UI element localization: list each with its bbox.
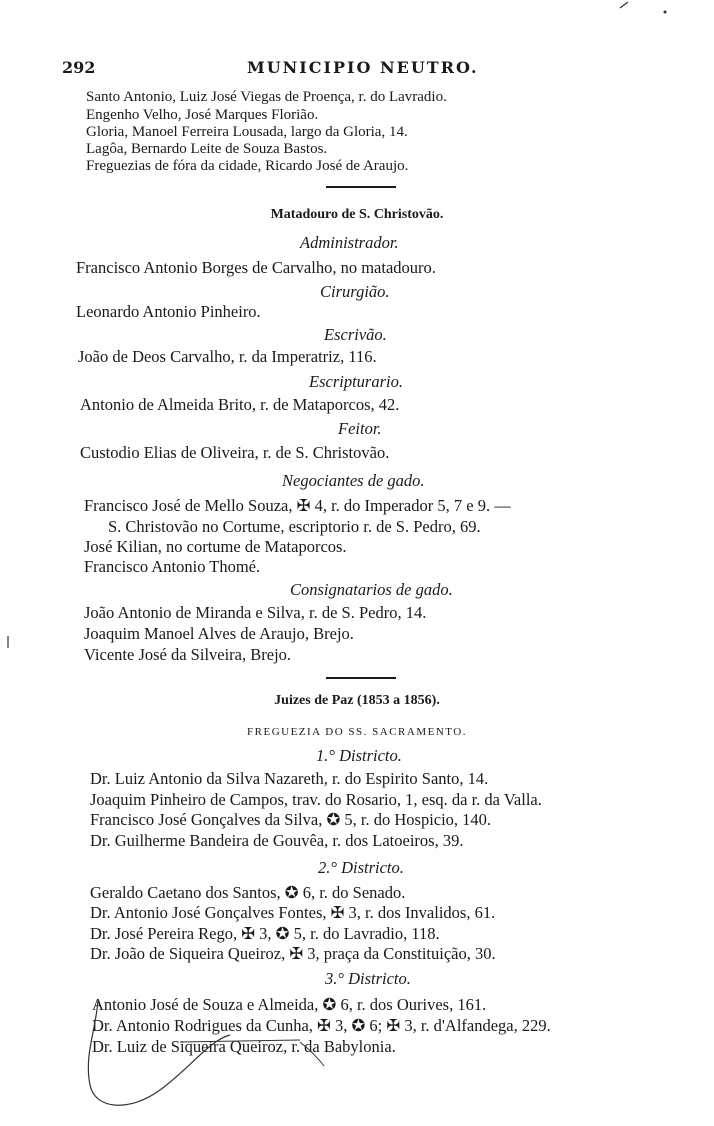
entry-line: S. Christovão no Cortume, escriptorio r. de S. Pedro, 69. [108, 517, 481, 536]
role-heading: Administrador. [300, 233, 399, 252]
role-heading: Cirurgião. [320, 282, 390, 301]
section-title: Matadouro de S. Christovão. [270, 207, 444, 222]
divider [326, 186, 396, 188]
running-title: MUNICIPIO NEUTRO. [247, 58, 479, 77]
entry-line: José Kilian, no cortume de Mataporcos. [84, 537, 347, 556]
entry-line: Joaquim Manoel Alves de Araujo, Brejo. [84, 624, 354, 643]
role-heading: Escripturario. [309, 372, 403, 391]
page-header [62, 58, 672, 82]
entry-line: Dr. Luiz Antonio da Silva Nazareth, r. do Espirito Santo, 14. [90, 769, 489, 788]
entry-line: Antonio José de Souza e Almeida, ✪ 6, r. dos Ourives, 161. [92, 995, 487, 1014]
entry-line: Francisco Antonio Borges de Carvalho, no matadouro. [76, 258, 436, 277]
role-heading: Consignatarios de gado. [290, 580, 453, 599]
entry-line: Dr. Antonio Rodrigues da Cunha, ✠ 3, ✪ 6; ✠ 3, r. d'Alfandega, 229. [92, 1016, 551, 1035]
list-item: Gloria, Manoel Ferreira Lousada, largo da Gloria, 14. [86, 124, 408, 140]
entry-line: Dr. Guilherme Bandeira de Gouvêa, r. dos Latoeiros, 39. [90, 831, 464, 850]
entry-line: Francisco José Gonçalves da Silva, ✪ 5, r. do Hospicio, 140. [90, 810, 492, 829]
list-item: Freguezias de fóra da cidade, Ricardo José de Araujo. [86, 158, 409, 174]
role-heading: Negociantes de gado. [282, 471, 425, 490]
parish-title: FREGUEZIA DO SS. SACRAMENTO. [247, 726, 467, 738]
entry-line: João Antonio de Miranda e Silva, r. de S. Pedro, 14. [84, 603, 427, 622]
entry-line: Vicente José da Silveira, Brejo. [84, 645, 292, 664]
entry-line: João de Deos Carvalho, r. da Imperatriz, 116. [78, 347, 377, 366]
role-heading: Feitor. [338, 419, 382, 438]
entry-line: Dr. João de Siqueira Queiroz, ✠ 3, praça da Constituição, 30. [90, 944, 496, 963]
section-title: Juizes de Paz (1853 a 1856). [274, 693, 440, 708]
entry-line: Francisco José de Mello Souza, ✠ 4, r. do Imperador 5, 7 e 9. — [84, 496, 511, 515]
district-heading: 3.° Districto. [325, 969, 411, 988]
district-heading: 2.° Districto. [318, 858, 404, 877]
entry-line: Leonardo Antonio Pinheiro. [76, 302, 261, 321]
list-item: Santo Antonio, Luiz José Viegas de Proença, r. do Lavradio. [86, 89, 447, 105]
page-number: 292 [62, 58, 96, 77]
entry-line: Dr. Luiz de Siqueira Queiroz, r. da Babylonia. [92, 1037, 396, 1056]
entry-line: Dr. José Pereira Rego, ✠ 3, ✪ 5, r. do Lavradio, 118. [90, 924, 440, 943]
divider [326, 677, 396, 679]
role-heading: Escrivão. [324, 325, 387, 344]
entry-line: Dr. Antonio José Gonçalves Fontes, ✠ 3, r. dos Invalidos, 61. [90, 903, 496, 922]
district-heading: 1.° Districto. [316, 746, 402, 765]
list-item: Engenho Velho, José Marques Florião. [86, 107, 319, 123]
entry-line: Geraldo Caetano dos Santos, ✪ 6, r. do Senado. [90, 883, 406, 902]
entry-line: Antonio de Almeida Brito, r. de Mataporcos, 42. [80, 395, 400, 414]
list-item: Lagôa, Bernardo Leite de Souza Bastos. [86, 141, 328, 157]
entry-line: Joaquim Pinheiro de Campos, trav. do Rosario, 1, esq. da r. da Valla. [90, 790, 542, 809]
entry-line: Custodio Elias de Oliveira, r. de S. Christovão. [80, 443, 390, 462]
entry-line: Francisco Antonio Thomé. [84, 557, 261, 576]
